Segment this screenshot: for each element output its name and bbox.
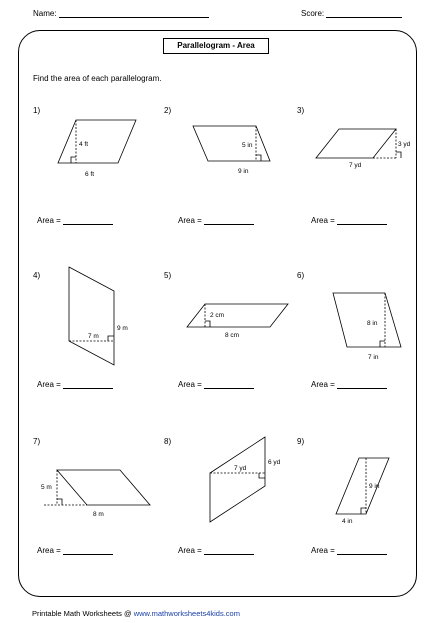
worksheet-title: Parallelogram - Area — [163, 38, 269, 54]
footer-site-link[interactable]: www.mathworksheets4kids.com — [133, 609, 240, 618]
base-label: 9 in — [238, 168, 249, 175]
answer-line[interactable] — [204, 388, 254, 389]
base-label: 8 m — [93, 511, 104, 518]
base-label: 8 cm — [225, 332, 240, 339]
answer-field[interactable] — [311, 546, 387, 555]
problem-number: 2) — [164, 106, 172, 115]
answer-field[interactable] — [37, 216, 113, 225]
answer-line[interactable] — [63, 224, 113, 225]
answer-field[interactable] — [178, 216, 254, 225]
answer-field[interactable] — [178, 380, 254, 389]
parallelogram-figure-8 — [210, 437, 265, 522]
problem-number: 9) — [297, 437, 305, 446]
height-label: 4 ft — [79, 141, 89, 148]
answer-line[interactable] — [337, 224, 387, 225]
parallelogram-figure-3 — [316, 129, 401, 158]
parallelogram-figure-5 — [187, 304, 288, 327]
problem-number: 1) — [33, 106, 41, 115]
answer-label: Area = — [37, 216, 61, 225]
height-label: 5 in — [242, 142, 253, 149]
base-label: 7 yd — [349, 162, 362, 169]
answer-field[interactable] — [311, 216, 387, 225]
answer-line[interactable] — [63, 554, 113, 555]
base-label: 6 ft — [85, 171, 95, 178]
answer-label: Area = — [37, 546, 61, 555]
base-label: 7 in — [368, 354, 379, 361]
parallelogram-figure-1 — [58, 120, 136, 163]
answer-label: Area = — [178, 546, 202, 555]
height-label: 2 cm — [210, 312, 225, 319]
answer-label: Area = — [311, 546, 335, 555]
answer-label: Area = — [37, 380, 61, 389]
base-label: 9 m — [117, 325, 128, 332]
problem-number: 3) — [297, 106, 305, 115]
base-label: 4 in — [342, 518, 353, 525]
problem-number: 8) — [164, 437, 172, 446]
answer-field[interactable] — [311, 380, 387, 389]
height-label: 8 in — [367, 320, 378, 327]
answer-label: Area = — [311, 216, 335, 225]
name-label: Name: — [33, 9, 57, 18]
answer-line[interactable] — [204, 224, 254, 225]
base-label: 6 yd — [268, 459, 281, 466]
parallelogram-figure-7 — [44, 470, 150, 505]
height-label: 5 m — [41, 484, 52, 491]
problem-number: 7) — [33, 437, 41, 446]
answer-line[interactable] — [63, 388, 113, 389]
answer-line[interactable] — [337, 554, 387, 555]
answer-line[interactable] — [204, 554, 254, 555]
height-label: 9 in — [369, 483, 380, 490]
parallelogram-figure-2 — [193, 126, 270, 161]
parallelogram-figure-9 — [336, 458, 389, 514]
answer-line[interactable] — [337, 388, 387, 389]
height-label: 7 m — [88, 333, 99, 340]
instruction-text: Find the area of each parallelogram. — [33, 74, 162, 83]
height-label: 7 yd — [234, 465, 247, 472]
footer — [32, 609, 240, 618]
height-label: 3 yd — [398, 141, 411, 148]
answer-field[interactable] — [37, 380, 113, 389]
answer-label: Area = — [178, 216, 202, 225]
answer-field[interactable] — [37, 546, 113, 555]
score-label: Score: — [301, 9, 325, 18]
answer-label: Area = — [311, 380, 335, 389]
answer-label: Area = — [178, 380, 202, 389]
problem-number: 5) — [164, 271, 172, 280]
parallelogram-figure-4 — [69, 267, 114, 365]
problem-number: 6) — [297, 271, 305, 280]
answer-field[interactable] — [178, 546, 254, 555]
footer-prefix: Printable Math Worksheets @ — [32, 609, 134, 618]
problem-number: 4) — [33, 271, 41, 280]
